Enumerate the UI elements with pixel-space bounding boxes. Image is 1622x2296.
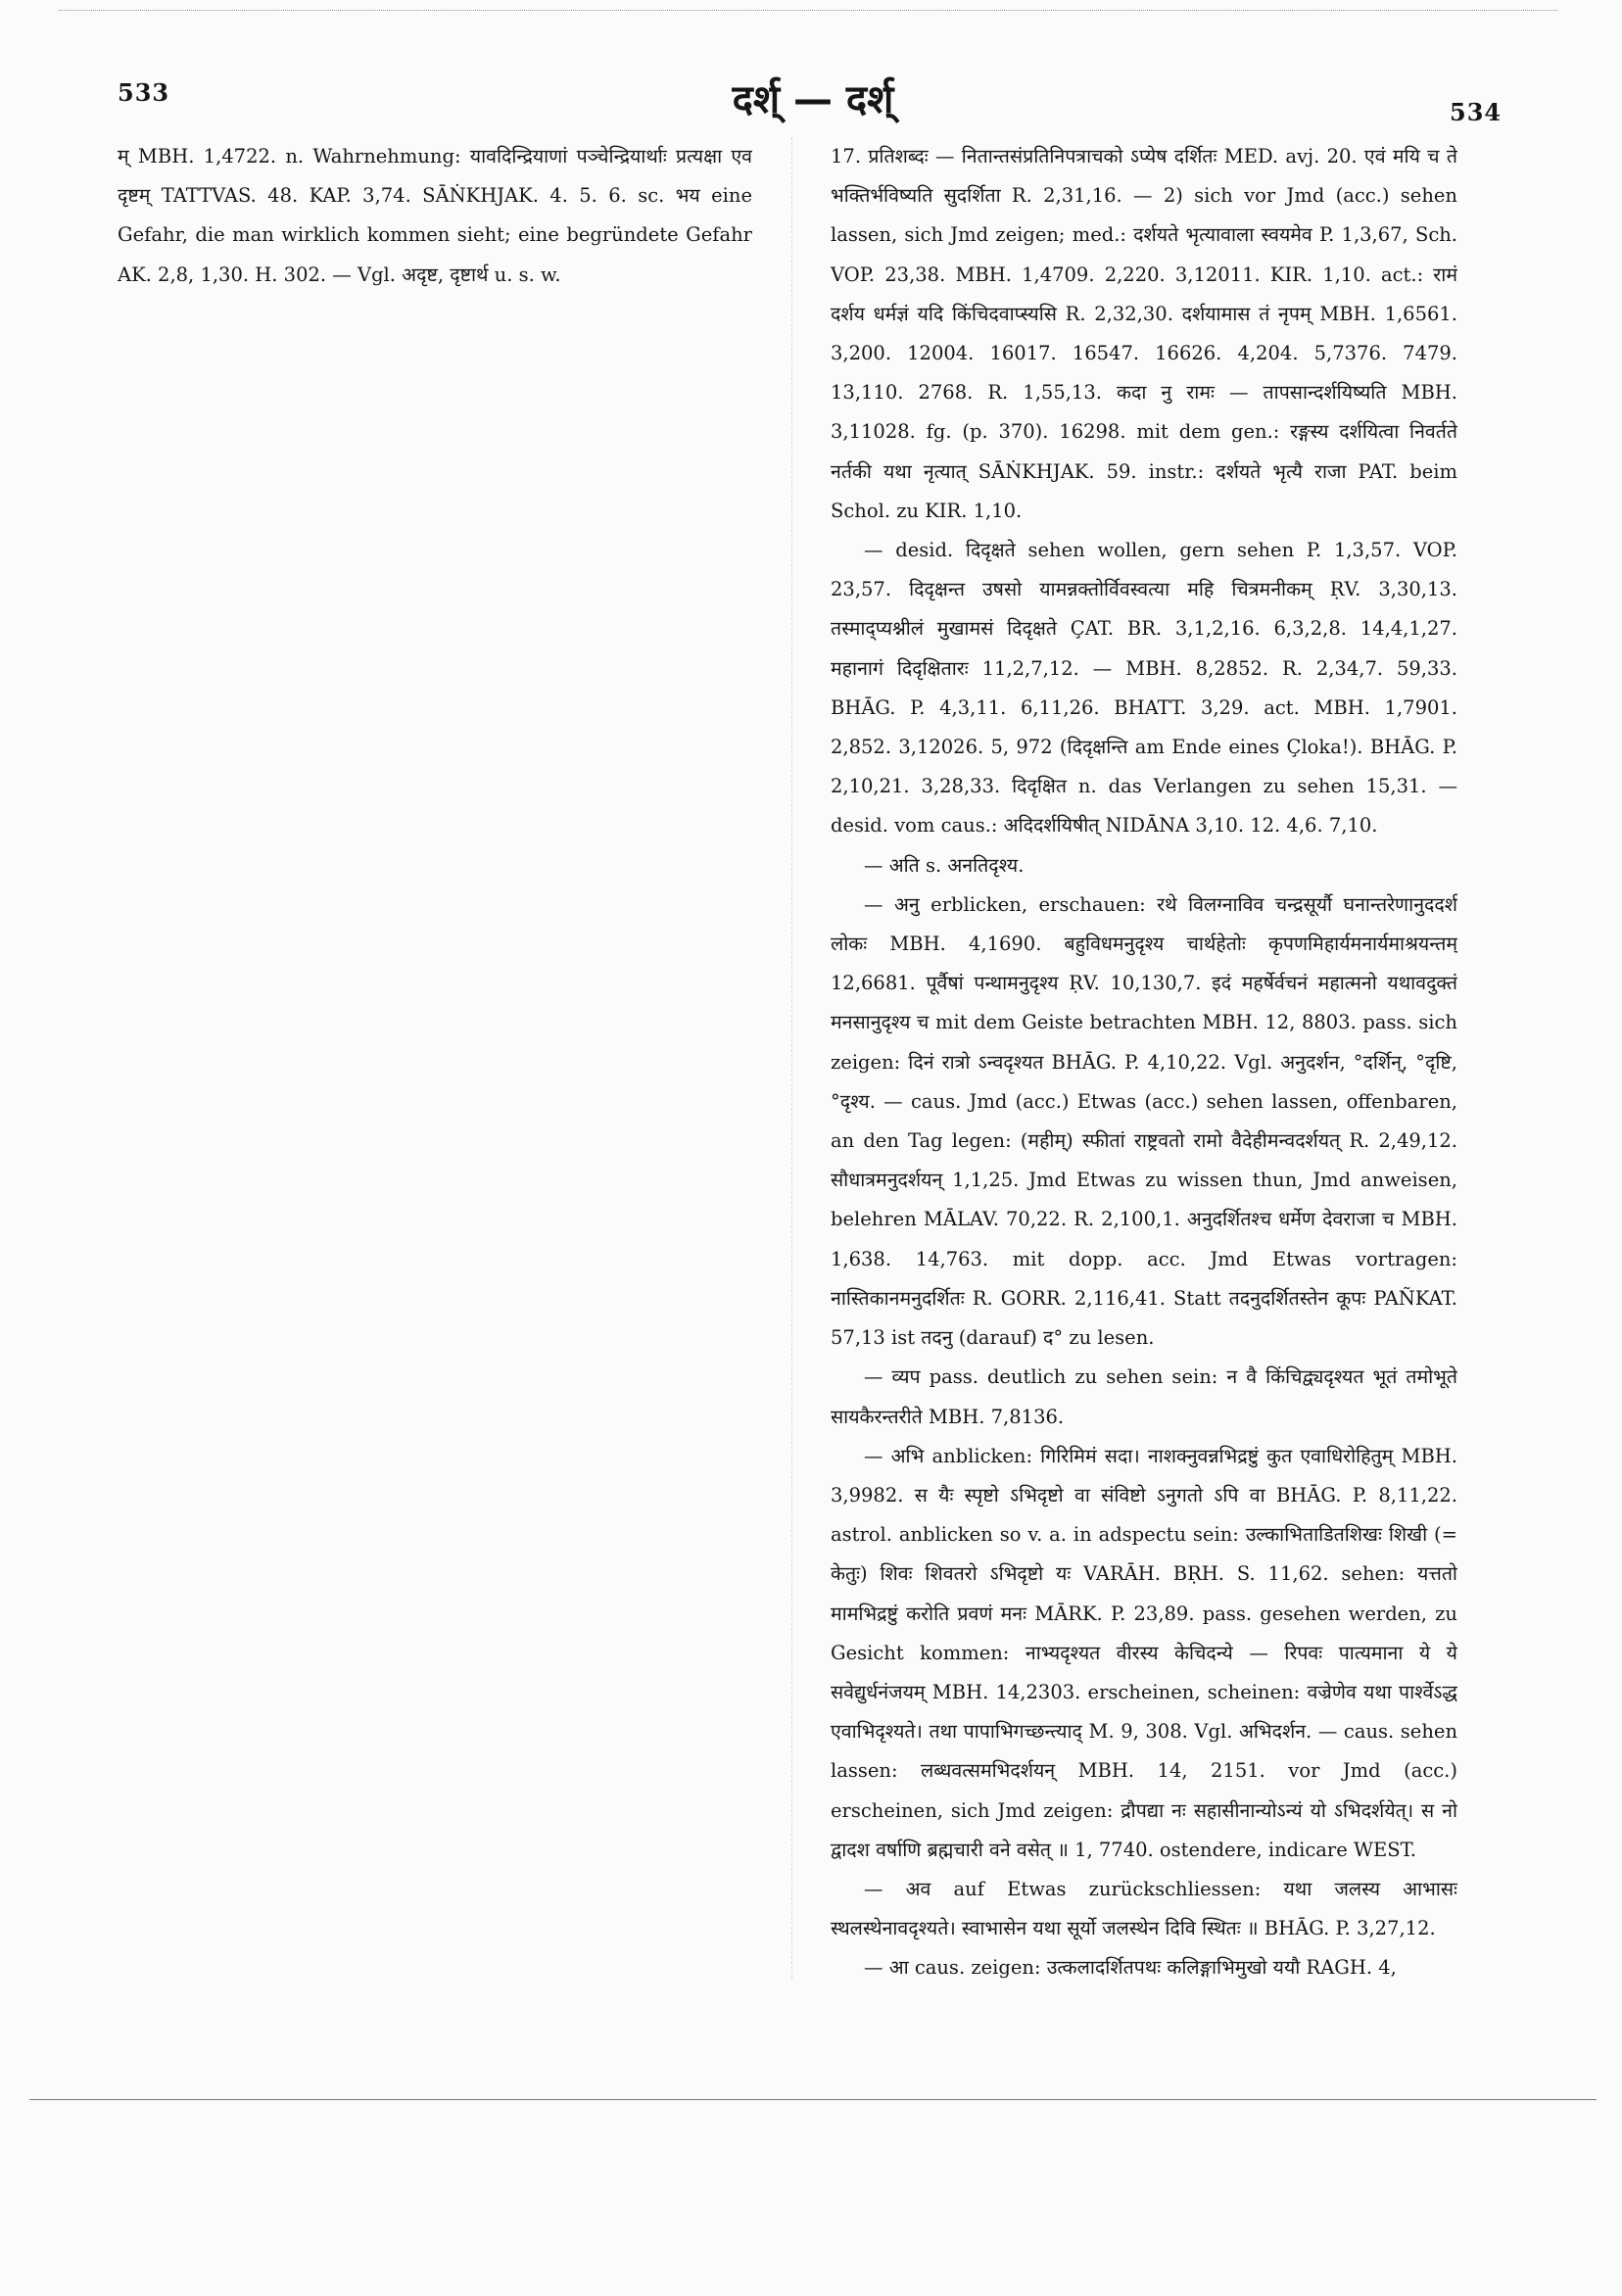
right-column xyxy=(831,137,1457,2018)
left-column xyxy=(118,137,752,2018)
page-headword: दर्श् — दर्श् xyxy=(732,77,894,122)
right-paragraph: 17. प्रतिशब्दः — नितान्तसंप्रतिनिपत्राचको ऽप्येष दर्शितः MED. avj. 20. एवं मयि च ते भक्तिर्भविष्यति सुदर्शिता R. 2,31,16. — 2) sich vor Jmd (acc.) sehen lassen, sich Jmd zeigen; med.: दर्शयते भृत्यावाला स्वयमेव P. 1,3,67, Sch. VOP. 23,38. MBH. 1,4709. 2,220. 3,12011. KIR. 1,10. act.: रामं दर्शय धर्मज्ञं यदि किंचिदवाप्स्यसि R. 2,32,30. दर्शयामास तं नृपम् MBH. 1,6561. 3,200. 12004. 16017. 16547. 16626. 4,204. 5,7376. 7479. 13,110. 2768. R. 1,55,13. कदा नु रामः — तापसान्दर्शयिष्यति MBH. 3,11028. fg. (p. 370). 16298. mit dem gen.: रङ्गस्य दर्शयित्वा निवर्तते नर्तकी यथा नृत्यात् SĀṄKHJAK. 59. instr.: दर्शयते भृत्यै राजा PAT. beim Schol. zu KIR. 1,10. xyxy=(831,145,1457,522)
right-paragraph: — अभि anblicken: गिरिमिमं सदा। नाशक्नुवन्नभिद्रष्टुं कुत एवाधिरोहितुम् MBH. 3,9982. स यैः स्पृष्टो ऽभिदृष्टो वा संविष्टो ऽनुगतो ऽपि वा BHĀG. P. 8,11,22. astrol. anblicken so v. a. in adspectu sein: उल्काभिताडितशिखः शिखी (= केतुः) शिवः शिवतरो ऽभिदृष्टो यः VARĀH. BṚH. S. 11,62. sehen: यत्ततो मामभिद्रष्टुं करोति प्रवणं मनः MĀRK. P. 23,89. pass. gesehen werden, zu Gesicht kommen: नाभ्यदृश्यत वीरस्य केचिदन्ये — रिपवः पात्यमाना ये ये सवेद्युर्धनंजयम् MBH. 14,2303. erscheinen, scheinen: वज्रेणेव यथा पार्श्वेऽद्ध एवाभिदृश्यते। तथा पापाभिगच्छन्त्याद् M. 9, 308. Vgl. अभिदर्शन. — caus. sehen lassen: लब्धवत्समभिदर्शयन् MBH. 14, 2151. vor Jmd (acc.) erscheinen, sich Jmd zeigen: द्रौपद्या नः सहासीनान्योऽन्यं यो ऽभिदर्शयेत्। स नो द्वादश वर्षाणि ब्रह्मचारी वने वसेत् ॥ 1, 7740. ostendere, indicare WEST. xyxy=(831,1444,1457,1861)
right-paragraph: — अव auf Etwas zurückschliessen: यथा जलस्य आभासः स्थलस्थेनावदृश्यते। स्वाभासेन यथा सूर्यो जलस्थेन दिवि स्थितः ॥ BHĀG. P. 3,27,12. xyxy=(831,1877,1457,1940)
right-paragraph: — आ caus. zeigen: उत्कलादर्शितपथः कलिङ्गाभिमुखो ययौ RAGH. 4, xyxy=(864,1956,1397,1980)
top-edge-dotted-line xyxy=(59,10,1557,11)
column-divider xyxy=(791,137,792,1979)
right-paragraph: — अति s. अनतिदृश्य. xyxy=(864,853,1025,877)
right-paragraph: — व्यप pass. deutlich zu sehen sein: न वै किंचिद्व्यदृश्यत भूतं तमोभूते सायकैरन्तरीते MBH. 7,8136. xyxy=(831,1365,1457,1428)
right-paragraph: — अनु erblicken, erschauen: रथे विलग्नाविव चन्द्रसूर्यौ घनान्तरेणानुददर्श लोकः MBH. 4,1690. बहुविधमनुदृश्य चार्थहेतोः कृपणमिहार्यमनार्यमाश्रयन्तम् 12,6681. पूर्वैषां पन्थामनुदृश्य ṚV. 10,130,7. इदं महर्षेर्वचनं महात्मनो यथावदुक्तं मनसानुदृश्य च mit dem Geiste betrachten MBH. 12, 8803. pass. sich zeigen: दिनं रात्रो ऽन्वदृश्यत BHĀG. P. 4,10,22. Vgl. अनुदर्शन, °दर्शिन्, °दृष्टि, °दृश्य. — caus. Jmd (acc.) Etwas (acc.) sehen lassen, offenbaren, an den Tag legen: (महीम्) स्फीतां राष्ट्रवतो रामो वैदेहीमन्वदर्शयत् R. 2,49,12. सौधात्रमनुदर्शयन् 1,1,25. Jmd Etwas zu wissen thun, Jmd anweisen, belehren MĀLAV. 70,22. R. 2,100,1. अनुदर्शितश्च धर्मेण देवराजा च MBH. 1,638. 14,763. mit dopp. acc. Jmd Etwas vortragen: नास्तिकानमनुदर्शितः R. GORR. 2,116,41. Statt तदनुदर्शितस्तेन कूपः PAÑKAT. 57,13 ist तदनु (darauf) द° zu lesen. xyxy=(831,892,1457,1350)
page-number-right: 534 xyxy=(1450,98,1503,126)
left-paragraph: म् MBH. 1,4722. n. Wahrnehmung: यावदिन्द्रियाणां पञ्चेन्द्रियार्थाः प्रत्यक्षा एव दृष्टम् TATTVAS. 48. KAP. 3,74. SĀṄKHJAK. 4. 5. 6. sc. भय eine Gefahr, die man wirklich kommen sieht; eine begründete Gefahr AK. 2,8, 1,30. H. 302. — Vgl. अदृष्ट, दृष्टार्थ u. s. w. xyxy=(118,145,752,286)
page-number-left: 533 xyxy=(118,78,170,107)
bottom-rule xyxy=(29,2099,1597,2100)
right-paragraph: — desid. दिदृक्षते sehen wollen, gern sehen P. 1,3,57. VOP. 23,57. दिदृक्षन्त उषसो यामन्नक्तोर्विवस्वत्या महि चित्रमनीकम् ṚV. 3,30,13. तस्माद्प्यश्नीलं मुखामसं दिदृक्षते ÇAT. BR. 3,1,2,16. 6,3,2,8. 14,4,1,27. महानागं दिदृक्षितारः 11,2,7,12. — MBH. 8,2852. R. 2,34,7. 59,33. BHĀG. P. 4,3,11. 6,11,26. BHATT. 3,29. act. MBH. 1,7901. 2,852. 3,12026. 5, 972 (दिदृक्षन्ति am Ende eines Çloka!). BHĀG. P. 2,10,21. 3,28,33. दिदृक्षित n. das Verlangen zu sehen 15,31. — desid. vom caus.: अदिदर्शयिषीत् NIDĀNA 3,10. 12. 4,6. 7,10. xyxy=(831,539,1457,837)
